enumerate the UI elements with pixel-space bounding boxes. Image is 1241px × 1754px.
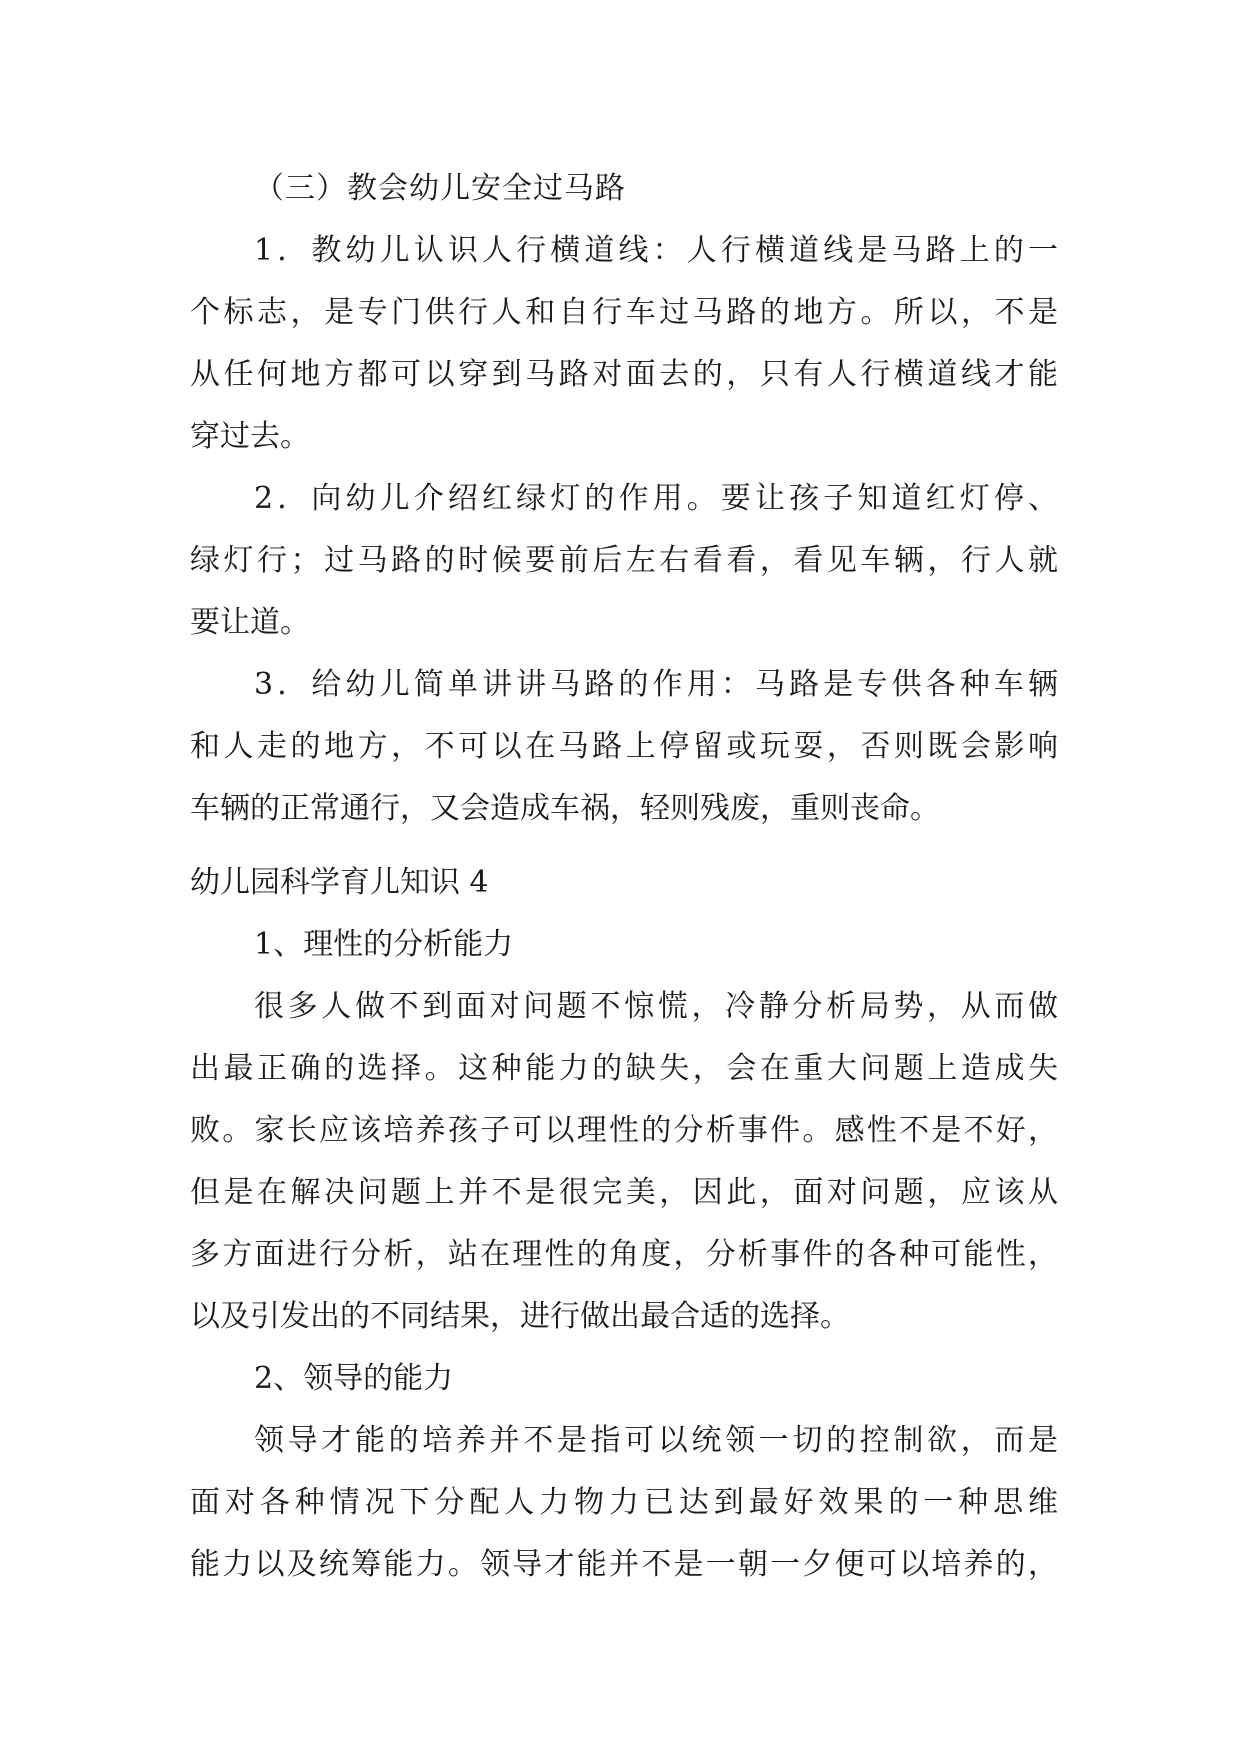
- subheading-leadership: 2、领导的能力: [254, 1361, 454, 1396]
- paragraph-line: 个标志，是专门供行人和自行车过马路的地方。所以，不是: [190, 295, 1058, 330]
- paragraph-analysis: [190, 976, 1058, 1348]
- item-traffic-lights: [190, 468, 1058, 654]
- paragraph-line: 3．给幼儿简单讲讲马路的作用：马路是专供各种车辆: [254, 667, 1058, 702]
- paragraph-line: 从任何地方都可以穿到马路对面去的，只有人行横道线才能: [190, 357, 1058, 392]
- paragraph-line: 绿灯行；过马路的时候要前后左右看看，看见车辆，行人就: [190, 543, 1058, 578]
- paragraph-line: 面对各种情况下分配人力物力已达到最好效果的一种思维: [190, 1485, 1058, 1520]
- paragraph-line: 2．向幼儿介绍红绿灯的作用。要让孩子知道红灯停、: [254, 481, 1058, 516]
- paragraph-line: 能力以及统筹能力。领导才能并不是一朝一夕便可以培养的，: [190, 1547, 1058, 1582]
- paragraph-line: 出最正确的选择。这种能力的缺失，会在重大问题上造成失: [190, 1051, 1058, 1086]
- section-title: 幼儿园科学育儿知识 4: [190, 865, 489, 900]
- paragraph-line: 多方面进行分析，站在理性的角度，分析事件的各种可能性，: [190, 1237, 1058, 1272]
- item-crosswalk: [190, 220, 1058, 468]
- paragraph-line: 穿过去。: [190, 419, 310, 454]
- paragraph-line: 要让道。: [190, 605, 310, 640]
- section-heading: （三）教会幼儿安全过马路: [254, 171, 626, 206]
- subheading-analysis: 1、理性的分析能力: [254, 927, 514, 962]
- paragraph-line: 和人走的地方，不可以在马路上停留或玩耍，否则既会影响: [190, 729, 1058, 764]
- science-parenting-section: [190, 852, 1058, 1596]
- paragraph-line: 很多人做不到面对问题不惊慌，冷静分析局势，从而做: [254, 989, 1058, 1024]
- road-safety-section: [190, 158, 1058, 840]
- paragraph-line: 领导才能的培养并不是指可以统领一切的控制欲，而是: [254, 1423, 1058, 1458]
- paragraph-line: 车辆的正常通行，又会造成车祸，轻则残废，重则丧命。: [190, 791, 940, 826]
- paragraph-line: 1．教幼儿认识人行横道线：人行横道线是马路上的一: [254, 233, 1058, 268]
- paragraph-leadership: [190, 1410, 1058, 1596]
- paragraph-line: 但是在解决问题上并不是很完美，因此，面对问题，应该从: [190, 1175, 1058, 1210]
- item-road-purpose: [190, 654, 1058, 840]
- paragraph-line: 以及引发出的不同结果，进行做出最合适的选择。: [190, 1299, 850, 1334]
- paragraph-line: 败。家长应该培养孩子可以理性的分析事件。感性不是不好，: [190, 1113, 1058, 1148]
